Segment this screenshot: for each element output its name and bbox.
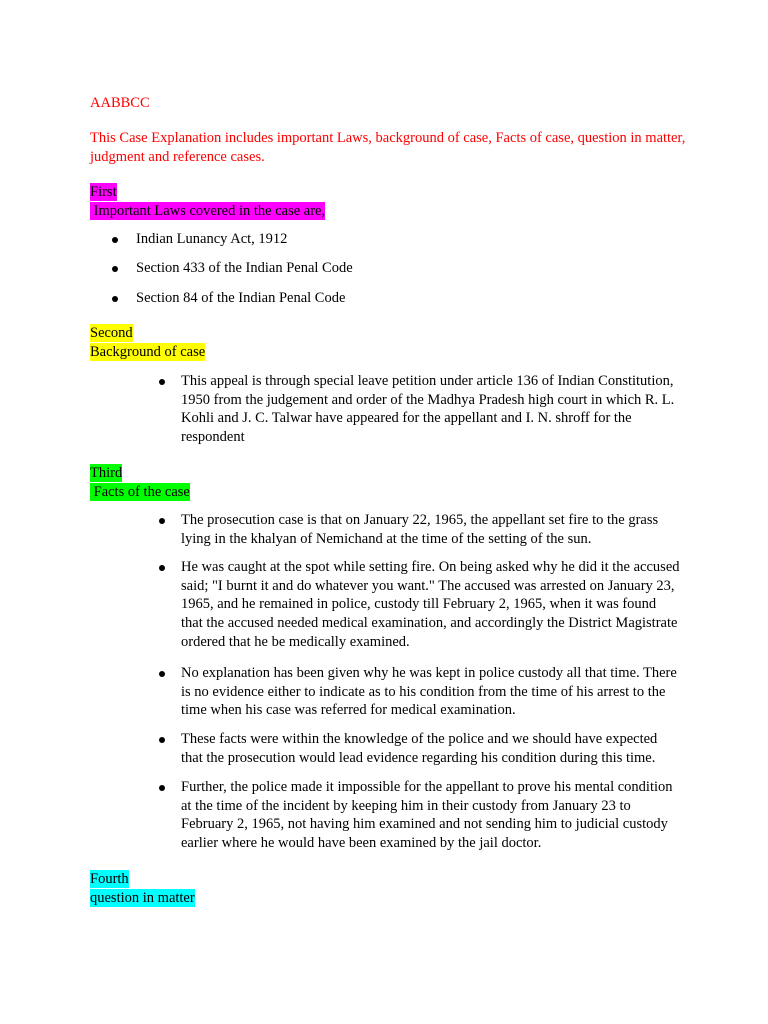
bullet-icon [159,565,165,571]
list-item: Further, the police made it impossible for the appellant to prove his mental condition at the time of the incident by keeping him in their custody from January 23 to February 2, 1965, not having him examined and not sending him to judicial custody earlier where he would have been examined by the jail doctor. [181,778,681,853]
bullet-icon [112,237,118,243]
section-second [90,324,205,362]
list-item: Indian Lunancy Act, 1912 [136,230,287,249]
list-item: No explanation has been given why he was kept in police custody all that time. There is no evidence either to indicate as to his condition from the time of his arrest to the time when his case was referred for medical examination. [181,664,681,720]
section-first-heading: Important Laws covered in the case are, [90,203,326,219]
list-item: These facts were within the knowledge of the police and we should have expected that the prosecution would lead evidence regarding his condition during this time. [181,730,681,767]
list-item: He was caught at the spot while setting fire. On being asked why he did it the accused said; "I burnt it and do whatever you want." The accused was arrested on January 23, 1965, and he remained in police, custody till February 2, 1965, when it was found that the accused needed medical examination, and accordingly the District Magistrate ordered that he be medically examined. [181,558,681,652]
document-intro: This Case Explanation includes important Laws, background of case, Facts of case, question in matter, judgment and reference cases. [90,130,686,165]
section-third-heading: Facts of the case [90,484,190,500]
list-item: The prosecution case is that on January 22, 1965, the appellant set fire to the grass lying in the khalyan of Nemichand at the time of the setting of the sun. [181,511,681,548]
bullet-icon [159,785,165,791]
bullet-icon [159,379,165,385]
list-item: This appeal is through special leave petition under article 136 of Indian Constitution, 1950 from the judgement and order of the Madhya Pradesh high court in which R. L. Kohli and J. C. Talwar have appeared for the appellant and I. N. shroff for the respondent [181,372,681,447]
list-item: Section 84 of the Indian Penal Code [136,289,345,308]
section-second-heading: Background of case [90,344,206,360]
section-second-label: Second [90,325,133,341]
section-first [90,183,325,221]
bullet-icon [159,737,165,743]
section-fourth-label: Fourth [90,871,129,887]
list-item: Section 433 of the Indian Penal Code [136,259,353,278]
section-third-label: Third [90,465,123,481]
section-third [90,464,190,502]
bullet-icon [112,296,118,302]
document-code: AABBCC [90,95,150,111]
bullet-icon [159,518,165,524]
section-fourth [90,870,195,908]
bullet-icon [159,671,165,677]
section-first-label: First [90,184,117,200]
section-fourth-heading: question in matter [90,890,195,906]
bullet-icon [112,266,118,272]
